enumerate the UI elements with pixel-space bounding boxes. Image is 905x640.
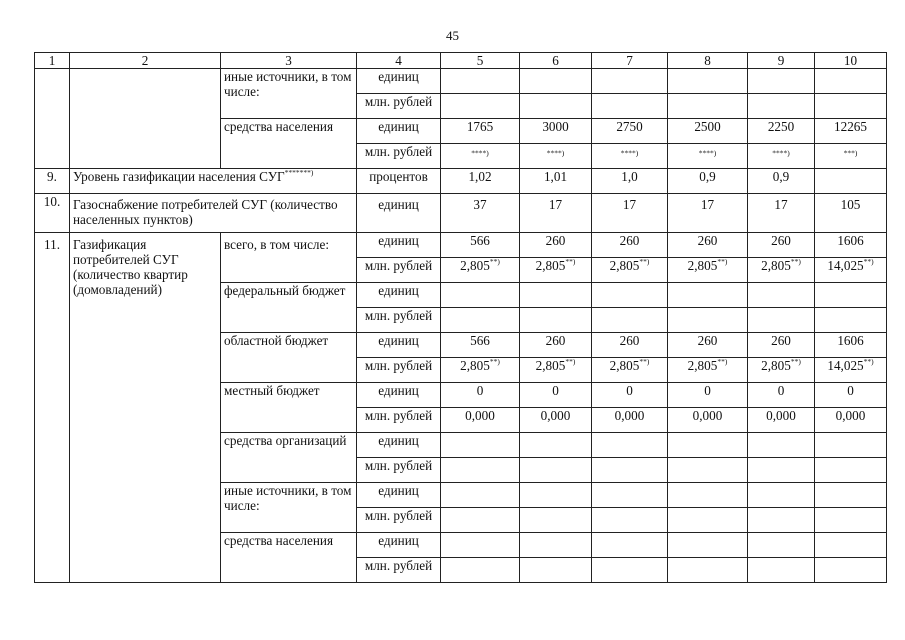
program-indicators-table [34,52,887,583]
value-cell: 0 [815,383,887,408]
row-number: 9. [35,169,70,194]
funding-source-label: средства организаций [221,433,357,483]
funding-source-label: федеральный бюджет [221,283,357,333]
value-cell: 1,01 [520,169,592,194]
value-cell [668,558,748,583]
indicator-name [70,169,357,194]
value-cell [441,258,520,283]
unit-cell: млн. рублей [357,144,441,169]
value-cell [441,283,520,308]
value-cell [815,258,887,283]
value-cell [748,144,815,169]
value-cell: 260 [748,333,815,358]
value-cell [748,283,815,308]
value-cell [592,283,668,308]
value-cell [668,483,748,508]
unit-cell: процентов [357,169,441,194]
value-cell [441,458,520,483]
footnote-mark: **) [565,257,576,266]
value-cell [668,94,748,119]
value-cell [520,94,592,119]
unit-cell: млн. рублей [357,458,441,483]
value-cell: 37 [441,194,520,233]
column-number: 10 [815,53,887,69]
unit-cell: млн. рублей [357,358,441,383]
row-number: 11. [35,233,70,583]
unit-cell: млн. рублей [357,258,441,283]
footnote-mark: **) [489,257,500,266]
value-cell: 0,000 [748,408,815,433]
column-number: 3 [221,53,357,69]
value-cell [441,308,520,333]
column-number: 9 [748,53,815,69]
value-cell [520,458,592,483]
value-cell [668,533,748,558]
value-cell [441,483,520,508]
value-cell [441,94,520,119]
funding-source-label: всего, в том числе: [221,233,357,283]
value-cell [592,308,668,333]
value-cell [748,483,815,508]
value-cell: 260 [592,233,668,258]
value-cell [520,308,592,333]
value-cell [748,508,815,533]
value-cell: 0,000 [520,408,592,433]
value-cell: 566 [441,333,520,358]
footnote-mark: ***) [843,148,858,158]
unit-cell: млн. рублей [357,94,441,119]
value-cell [815,94,887,119]
column-number: 7 [592,53,668,69]
funding-source-label: иные источники, в том числе: [221,483,357,533]
row-number: 10. [35,194,70,233]
footnote-mark: **) [717,257,728,266]
value-text: 2,805 [460,258,490,273]
unit-cell: единиц [357,194,441,233]
value-cell [520,358,592,383]
value-cell: 0,9 [748,169,815,194]
value-text: 2,805 [687,258,718,273]
value-cell [815,433,887,458]
value-cell [592,458,668,483]
footnote-mark: ****) [471,148,489,158]
funding-source-label: средства населения [221,533,357,583]
value-text: 14,025 [827,258,864,273]
value-cell [592,483,668,508]
funding-source-label: местный бюджет [221,383,357,433]
unit-cell: млн. рублей [357,308,441,333]
value-cell [815,144,887,169]
value-text: 2,805 [761,358,791,373]
value-cell [815,458,887,483]
value-cell: 260 [668,333,748,358]
value-cell: 17 [748,194,815,233]
value-cell: 1765 [441,119,520,144]
unit-cell: единиц [357,333,441,358]
value-cell [748,433,815,458]
value-cell: 0,000 [592,408,668,433]
value-cell [668,433,748,458]
value-cell [592,358,668,383]
footnote-mark: **) [790,257,801,266]
value-cell [520,258,592,283]
footnote-mark: **) [863,257,874,266]
table-row [35,69,887,94]
value-cell [592,94,668,119]
value-cell [815,483,887,508]
value-cell: 0,000 [815,408,887,433]
footnote-mark: **) [717,357,728,366]
value-cell [815,533,887,558]
value-cell [441,69,520,94]
footnote-mark: **) [863,357,874,366]
value-cell: 1606 [815,333,887,358]
value-cell: 0,9 [668,169,748,194]
value-cell: 105 [815,194,887,233]
value-cell [592,69,668,94]
value-cell: 260 [668,233,748,258]
column-number: 2 [70,53,221,69]
value-cell [592,144,668,169]
value-cell [815,558,887,583]
unit-cell: млн. рублей [357,508,441,533]
value-cell [520,558,592,583]
value-cell: 1,02 [441,169,520,194]
footnote-mark: *******) [284,168,314,177]
indicator-name-cell [70,69,221,169]
value-cell: 0 [520,383,592,408]
value-cell [748,258,815,283]
indicator-label: Уровень газификации населения СУГ [73,169,285,184]
footnote-mark: ****) [620,148,639,158]
value-cell: 2250 [748,119,815,144]
value-cell [748,69,815,94]
unit-cell: единиц [357,283,441,308]
value-cell: 17 [592,194,668,233]
column-number: 5 [441,53,520,69]
funding-source-label: областной бюджет [221,333,357,383]
page-number: 45 [446,28,459,43]
value-cell [748,533,815,558]
column-number: 8 [668,53,748,69]
value-cell: 2500 [668,119,748,144]
funding-source-label: средства населения [221,119,357,169]
value-text: 14,025 [827,358,864,373]
value-cell [668,308,748,333]
value-cell: 17 [668,194,748,233]
unit-cell: единиц [357,383,441,408]
value-cell [592,508,668,533]
value-cell: 566 [441,233,520,258]
value-cell: 3000 [520,119,592,144]
value-cell [520,508,592,533]
unit-cell: единиц [357,69,441,94]
value-cell: 260 [748,233,815,258]
value-cell: 1,0 [592,169,668,194]
value-cell [441,508,520,533]
value-cell [668,458,748,483]
unit-cell: млн. рублей [357,558,441,583]
value-cell [815,308,887,333]
value-cell [815,508,887,533]
value-cell [815,169,887,194]
value-cell: 2750 [592,119,668,144]
value-cell [668,144,748,169]
value-cell [592,533,668,558]
value-cell: 1606 [815,233,887,258]
unit-cell: единиц [357,119,441,144]
value-cell [748,358,815,383]
value-cell [668,358,748,383]
footnote-mark: **) [639,357,650,366]
value-cell [520,483,592,508]
unit-cell: млн. рублей [357,408,441,433]
value-text: 2,805 [535,258,566,273]
value-text: 2,805 [609,258,640,273]
value-cell [520,69,592,94]
value-cell [520,433,592,458]
footnote-mark: **) [489,357,500,366]
value-cell: 17 [520,194,592,233]
table-row [35,233,887,258]
value-text: 2,805 [460,358,490,373]
value-cell [441,144,520,169]
indicator-name: Газоснабжение потребителей СУГ (количество населенных пунктов) [70,194,357,233]
value-cell [668,508,748,533]
column-number: 6 [520,53,592,69]
footnote-mark: **) [565,357,576,366]
value-cell [668,258,748,283]
footnote-mark: **) [790,357,801,366]
unit-cell: единиц [357,233,441,258]
funding-source-label: иные источники, в том числе: [221,69,357,119]
value-text: 2,805 [609,358,640,373]
column-number: 4 [357,53,441,69]
footnote-mark: **) [639,257,650,266]
value-cell [441,558,520,583]
value-cell [748,94,815,119]
value-cell: 12265 [815,119,887,144]
value-cell: 0,000 [441,408,520,433]
value-cell [748,308,815,333]
value-cell [592,433,668,458]
value-text: 2,805 [535,358,566,373]
value-cell [668,283,748,308]
row-number-cell [35,69,70,169]
value-cell: 260 [520,233,592,258]
value-cell [520,283,592,308]
value-cell: 0 [748,383,815,408]
unit-cell: единиц [357,533,441,558]
value-cell: 260 [592,333,668,358]
value-cell [441,358,520,383]
footnote-mark: ****) [698,148,717,158]
value-text: 2,805 [761,258,791,273]
value-cell [592,558,668,583]
value-cell [520,144,592,169]
value-cell [520,533,592,558]
indicator-name: Газификация потребителей СУГ (количество квартир (домовладений) [70,233,221,583]
footnote-mark: ****) [772,148,790,158]
value-cell [815,283,887,308]
value-cell: 0 [592,383,668,408]
value-cell: 0 [668,383,748,408]
value-cell: 0,000 [668,408,748,433]
unit-cell: единиц [357,433,441,458]
value-cell [592,258,668,283]
column-number-row [35,53,887,69]
value-cell [748,458,815,483]
value-cell [815,358,887,383]
value-cell [748,558,815,583]
column-number: 1 [35,53,70,69]
table-row [35,194,887,233]
value-cell [441,433,520,458]
value-cell [815,69,887,94]
unit-cell: единиц [357,483,441,508]
value-cell [441,533,520,558]
value-cell: 0 [441,383,520,408]
footnote-mark: ****) [546,148,565,158]
value-cell [668,69,748,94]
value-cell: 260 [520,333,592,358]
table-row [35,169,887,194]
value-text: 2,805 [687,358,718,373]
